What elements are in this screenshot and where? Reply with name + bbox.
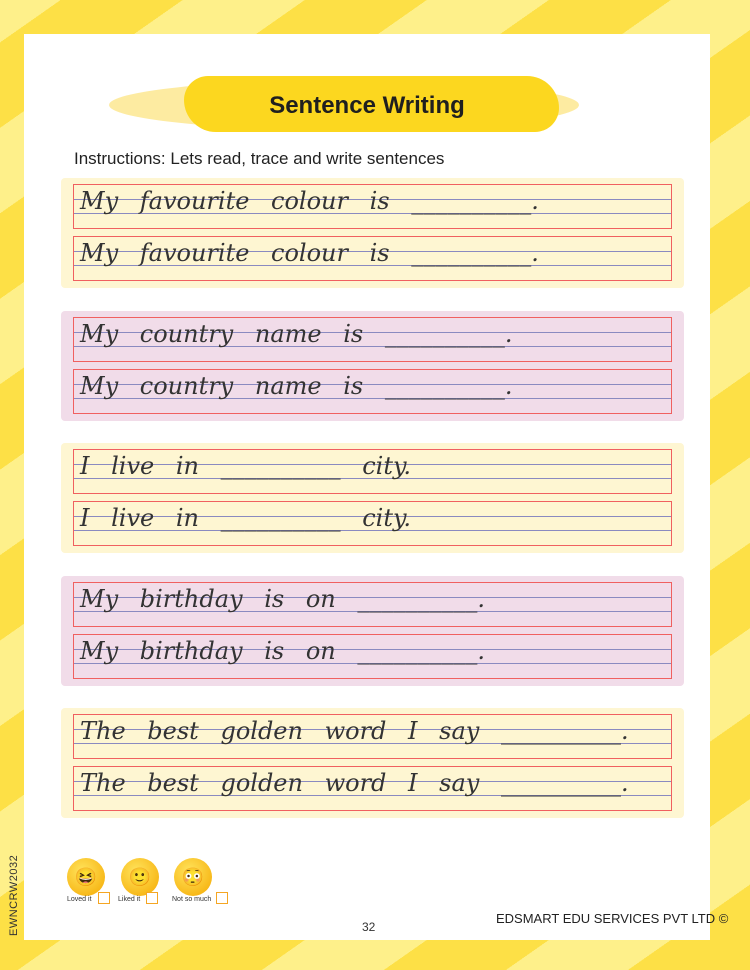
tracing-row: [73, 582, 672, 627]
feedback-label: Loved it: [67, 896, 92, 903]
sentence-section: [61, 576, 684, 686]
traced-sentence: I live in __________ city.: [80, 452, 412, 480]
tracing-row: [73, 449, 672, 494]
tracing-row: [73, 501, 672, 546]
traced-sentence: The best golden word I say __________.: [80, 769, 629, 797]
traced-sentence: My country name is __________.: [80, 372, 513, 400]
sentence-section: [61, 311, 684, 421]
liked-it-checkbox[interactable]: [146, 892, 158, 904]
tracing-row: [73, 184, 672, 229]
tracing-row: [73, 634, 672, 679]
page-number: 32: [362, 920, 376, 934]
feedback-label: Liked it: [118, 896, 141, 903]
tracing-row: [73, 369, 672, 414]
traced-sentence: My favourite colour is __________.: [80, 239, 539, 267]
tracing-row: [73, 317, 672, 362]
sentence-section: [61, 443, 684, 553]
tracing-row: [73, 714, 672, 759]
loved-it-checkbox[interactable]: [98, 892, 110, 904]
sentence-section: [61, 708, 684, 818]
unsure-face-icon: 😳: [174, 858, 212, 896]
tracing-row: [73, 766, 672, 811]
not-so-much-checkbox[interactable]: [216, 892, 228, 904]
traced-sentence: The best golden word I say __________.: [80, 717, 629, 745]
traced-sentence: My birthday is on __________.: [80, 637, 486, 665]
feedback-label: Not so much: [172, 896, 212, 903]
instructions: Instructions: Lets read, trace and write sentences: [74, 149, 445, 168]
traced-sentence: I live in __________ city.: [80, 504, 412, 532]
traced-sentence: My country name is __________.: [80, 320, 513, 348]
smiling-face-icon: 🙂: [121, 858, 159, 896]
sentence-section: [61, 178, 684, 288]
traced-sentence: My birthday is on __________.: [80, 585, 486, 613]
tracing-row: [73, 236, 672, 281]
traced-sentence: My favourite colour is __________.: [80, 187, 539, 215]
worksheet-code: EWNCRW2032: [8, 854, 20, 936]
company-footer: EDSMART EDU SERVICES PVT LTD ©: [496, 911, 729, 926]
laughing-face-icon: 😆: [67, 858, 105, 896]
page-title: Sentence Writing: [269, 92, 465, 119]
